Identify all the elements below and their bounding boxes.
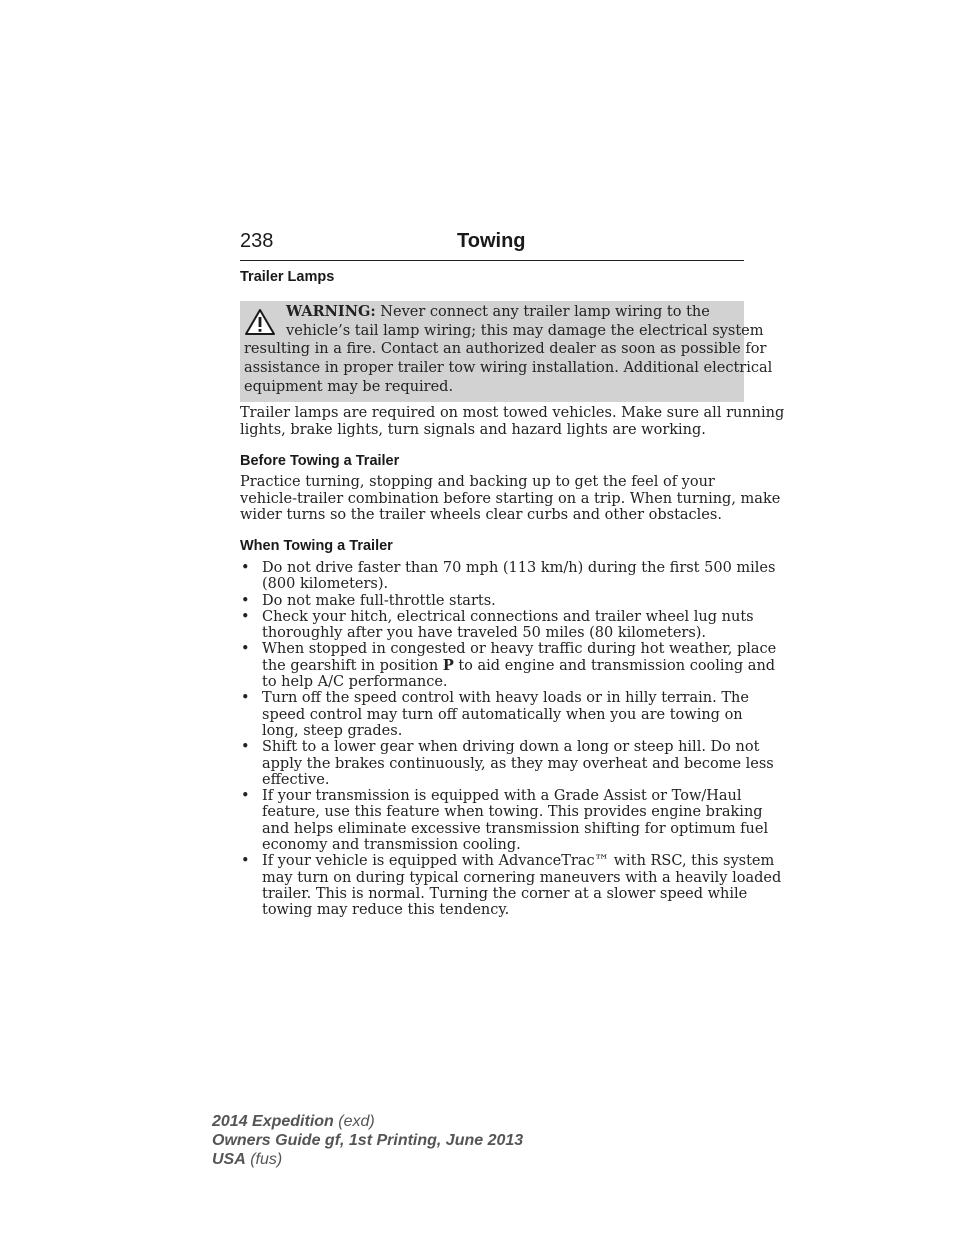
- warning-triangle-icon: [244, 308, 276, 336]
- list-item: [240, 853, 782, 919]
- warning-line: assistance in proper trailer tow wiring installation. Additional electrical: [244, 360, 773, 377]
- text-line: Turn off the speed control with heavy loads or in hilly terrain. The: [262, 690, 749, 707]
- bullet: •: [241, 641, 250, 658]
- text-line: effective.: [262, 771, 330, 788]
- heading-trailer-lamps: Trailer Lamps: [240, 269, 335, 285]
- warning-line: resulting in a fire. Contact an authorized dealer as soon as possible for: [244, 341, 767, 358]
- text-line: vehicle-trailer combination before starting on a trip. When turning, make: [240, 490, 781, 507]
- list-item: [240, 608, 754, 642]
- text-line: to help A/C performance.: [262, 674, 448, 691]
- text-line: feature, use this feature when towing. This provides engine braking: [262, 804, 763, 821]
- text-segment: to aid engine and transmission cooling and: [453, 657, 776, 674]
- bullet: •: [241, 853, 250, 870]
- footer-model-line: [212, 1112, 523, 1131]
- text-line: When stopped in congested or heavy traffic during hot weather, place: [262, 641, 777, 658]
- text-line: (800 kilometers).: [262, 576, 389, 593]
- list-item: [240, 739, 774, 788]
- text-line: Shift to a lower gear when driving down a long or steep hill. Do not: [262, 739, 760, 756]
- text-line: Do not drive faster than 70 mph (113 km/h) during the first 500 miles: [262, 560, 776, 576]
- page-header: [240, 229, 744, 261]
- warning-text: Never connect any trailer lamp wiring to the: [375, 304, 710, 320]
- warning-line: equipment may be required.: [244, 378, 454, 395]
- chapter-title: Towing: [457, 230, 526, 252]
- warning-label: WARNING:: [286, 303, 376, 320]
- text-line: towing may reduce this tendency.: [262, 902, 510, 919]
- footer-market: USA: [212, 1151, 246, 1168]
- bullet: •: [241, 560, 250, 576]
- footer-model: 2014 Expedition: [212, 1113, 334, 1130]
- paragraph-trailer-lamps: [240, 405, 785, 438]
- text-segment: the gearshift in position: [262, 657, 443, 674]
- warning-line: [244, 303, 740, 322]
- bullet: •: [241, 739, 250, 756]
- paragraph-before-towing: [240, 474, 781, 524]
- text-line: apply the brakes continuously, as they may overheat and become less: [262, 755, 774, 772]
- list-item: [240, 560, 776, 593]
- text-line: lights, brake lights, turn signals and hazard lights are working.: [240, 421, 706, 438]
- text-line: economy and transmission cooling.: [262, 837, 521, 854]
- text-line: long, steep grades.: [262, 722, 403, 739]
- list-item: [240, 690, 749, 739]
- text-line: If your transmission is equipped with a Grade Assist or Tow/Haul: [262, 788, 742, 805]
- page-footer: [212, 1112, 523, 1169]
- footer-market-code: (fus): [245, 1151, 283, 1168]
- bullet: •: [241, 690, 250, 707]
- bullet: •: [241, 592, 250, 609]
- gear-position-p: P: [442, 656, 454, 674]
- text-line: trailer. This is normal. Turning the corner at a slower speed while: [262, 885, 748, 902]
- text-line: speed control may turn off automatically when you are towing on: [262, 706, 743, 723]
- text-line: may turn on during typical cornering maneuvers with a heavily loaded: [262, 869, 782, 886]
- list-item: [240, 788, 769, 854]
- warning-box: [240, 301, 773, 402]
- footer-model-code: (exd): [333, 1113, 375, 1130]
- footer-market-line: [212, 1150, 523, 1169]
- heading-when-towing: When Towing a Trailer: [240, 538, 393, 554]
- bullet: •: [241, 608, 250, 625]
- text-line: wider turns so the trailer wheels clear curbs and other obstacles.: [240, 507, 722, 523]
- towing-tips-list: [240, 560, 782, 919]
- warning-line: vehicle’s tail lamp wiring; this may damage the electrical system: [286, 322, 764, 339]
- heading-before-towing: Before Towing a Trailer: [240, 453, 400, 469]
- list-item: [240, 593, 744, 609]
- footer-guide-line: Owners Guide gf, 1st Printing, June 2013: [212, 1132, 524, 1149]
- page-number: 238: [240, 230, 274, 252]
- text-line: Do not make full-throttle starts.: [262, 592, 496, 609]
- text-line: Trailer lamps are required on most towed vehicles. Make sure all running: [240, 405, 785, 421]
- bullet: •: [241, 788, 250, 805]
- text-line: If your vehicle is equipped with AdvanceTrac™ with RSC, this system: [262, 853, 775, 870]
- text-line: thoroughly after you have traveled 50 miles (80 kilometers).: [262, 625, 707, 642]
- text-line: Practice turning, stopping and backing up to get the feel of your: [240, 474, 715, 490]
- text-line: and helps eliminate excessive transmission shifting for optimum fuel: [262, 820, 769, 837]
- text-line: [262, 656, 776, 674]
- text-line: Check your hitch, electrical connections and trailer wheel lug nuts: [262, 608, 754, 625]
- list-item: [240, 641, 777, 691]
